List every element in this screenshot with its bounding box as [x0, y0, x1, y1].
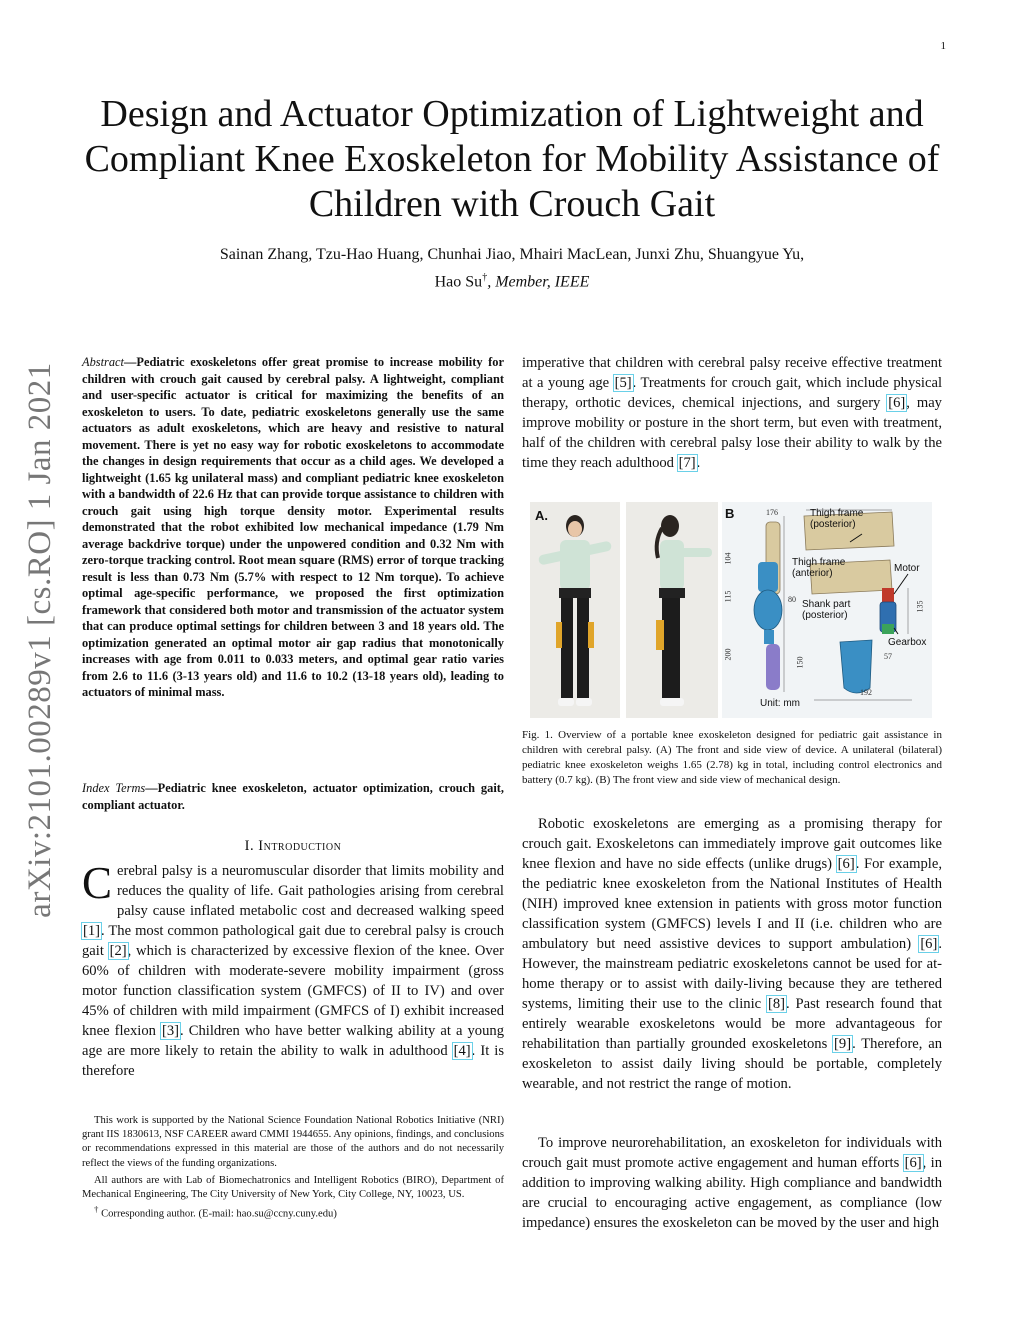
dagger-mark: †	[94, 1204, 99, 1215]
citation-link[interactable]: [6]	[904, 1155, 922, 1171]
index-terms	[82, 780, 504, 813]
paper-title: Design and Actuator Optimization of Lightweight and Compliant Knee Exoskeleton for Mobility Assistance of Children with Crouch Gait	[84, 93, 940, 225]
figure-1	[530, 502, 932, 718]
paragraph	[522, 1133, 942, 1233]
citation-link[interactable]: [6]	[920, 936, 938, 952]
author-name: Hao Su	[434, 273, 483, 291]
figure-caption: Fig. 1. Overview of a portable knee exoskeleton designed for pediatric gait assistance in children with cerebral palsy. (A) The front and side view of device. A unilateral (bilateral) pediatric knee exoskeleton weighs 1.65 (2.78) kg in total, including control electronics and battery (0.7 kg). (B) The front view and side view of mechanical design.	[522, 729, 942, 786]
body-text: To improve neurorehabilitation, an exoskeleton for individuals with crouch gait must promote active engagement and human efforts	[522, 1135, 942, 1171]
dim-80: 80	[788, 595, 796, 604]
author-list	[80, 243, 944, 293]
footnotes	[82, 1114, 504, 1222]
dim-57: 57	[884, 652, 892, 661]
body-text: , may improve mobility or posture in the short term, but even with treatment, half of the children with cerebral palsy lose their ability to walk by the time they reach adulthood	[522, 395, 942, 471]
abstract-text: —Pediatric exoskeletons offer great promise to increase mobility for children with crouch gait caused by cerebral palsy. A lightweight, compliant and user-specific actuator is critical for maximizing the benefits of an exoskeleton to users. To date, pediatric exoskeletons generally use the same actuators as adult exoskeletons, which are heavy and resistive to natural movement. There is yet no easy way for robotic exoskeletons to accommodate the changes in design requirements that occur as a child ages. We developed a lightweight (1.65 kg unilateral mass) and compliant pediatric knee exoskeleton with a bandwidth of 22.6 Hz that can provide torque assistance to children with crouch gait using high torque density motor. Experimental results demonstrated that the robot exhibited low mechanical impedance (1.79 Nm average backdrive torque) under the unpowered condition and 0.32 Nm with zero-torque tracking control. Root mean square (RMS) error of torque tracking result is less than 0.73 Nm (5.7% with respect to 12 Nm torque). To achieve optimal age-specific performance, we proposed the first optimization framework that considered both motor and transmission of the actuator system that can produce optimal settings for children between 3 and 18 years old. The optimization generated an optimal motor air gap radius that monotonically increases with age from 0.011 to 0.033 meters, and optimal gear ratio varies from 2.6 to 11.6 (3-13 years old) and 11.6 to 10.2 (13-18 years old), leading to actuators of minimal mass.	[82, 355, 504, 699]
label-unit: Unit: mm	[760, 698, 800, 709]
label-motor: Motor	[894, 563, 920, 574]
body-text: . For example, the pediatric knee exoskeleton from the National Institutes of Health (NIH) improved knee extension in patients with gross motor function classification system (GMFCS) levels I and II (i.e. children who are ambulatory but need assistive devices to support ambulation)	[522, 856, 942, 952]
label-gearbox: Gearbox	[888, 637, 927, 648]
section-title: Introduction	[258, 838, 342, 854]
body-text: imperative that children with cerebral palsy receive effective treatment at a young age	[522, 355, 942, 391]
author-role: , Member, IEEE	[487, 273, 590, 291]
section-number: I.	[244, 838, 255, 854]
paragraph	[522, 353, 942, 473]
citation-link[interactable]: [6]	[837, 856, 855, 872]
section-heading	[82, 838, 504, 855]
body-text: Robotic exoskeletons are emerging as a promising therapy for crouch gait. Exoskeletons can immediately improve gait outcomes like knee flexion and have no side effects (unlike drugs)	[522, 816, 942, 872]
body-text: . However, the mainstream pediatric exoskeletons cannot be used for at-home therapy or to assist with daily-living because they are tethered systems, limiting their use to the clinic	[522, 936, 942, 1012]
intro-text: . It is therefore	[82, 1043, 505, 1079]
citation-link[interactable]: [9]	[834, 1036, 852, 1052]
dim-104: 104	[723, 552, 733, 565]
citation-link[interactable]: [6]	[888, 395, 906, 411]
citation-link[interactable]: [1]	[83, 923, 101, 939]
panel-b-label: B	[725, 506, 735, 521]
abstract	[82, 354, 504, 701]
author-line-1: Sainan Zhang, Tzu-Hao Huang, Chunhai Jiao, Mhairi MacLean, Junxi Zhu, Shuangyue Yu,	[219, 246, 805, 263]
side-view-photo	[626, 502, 718, 718]
footnote-corresponding	[82, 1202, 504, 1222]
footnote-funding: This work is supported by the National Science Foundation National Robotics Initiative (NRI) grant IIS 1830613, NSF CAREER award CMMI 1944655. Any opinions, findings, and conclusions or recommendations expressed in this material are those of the authors and do not necessarily reflect the views of the funding organizations.	[82, 1115, 504, 1169]
intro-text: , which is characterized by excessive flexion of the knee. Over 60% of children with moderate-severe mobility impairment (gross motor function classification system (GMFCS) of II to IV) and over 45% of children with mild impairment (GMFCS of I) exhibit increased knee flexion	[82, 943, 504, 1039]
front-view-photo	[530, 502, 620, 718]
dim-192: 192	[860, 688, 872, 697]
citation-link[interactable]: [4]	[453, 1043, 471, 1059]
intro-paragraph	[82, 858, 505, 1081]
dim-176: 176	[766, 508, 778, 517]
body-text: . Treatments for crouch gait, which include physical therapy, orthotic devices, chemical injections, and surgery	[522, 375, 943, 411]
arxiv-stamp: arXiv:2101.00289v1 [cs.RO] 1 Jan 2021	[22, 362, 58, 918]
intro-text: . Children who have better walking ability at a young age are more likely to retain the ability to walk in adulthood	[82, 1023, 504, 1059]
body-text: . Past research found that entirely wearable exoskeletons would be more advantageous for rehabilitation than partially grounded exoskeletons	[522, 996, 942, 1052]
intro-text: erebral palsy is a neuromuscular disorder that limits mobility and reduces the quality of life. Gait pathologies arising from cerebral palsy cause inflated metabolic cost and decreased walking speed	[117, 863, 504, 919]
dropcap: C	[82, 858, 113, 908]
label-thigh-anterior: Thigh frame (anterior)	[792, 557, 846, 579]
body-text: , in addition to improving walking ability. High compliance and bandwidth are crucial to encouraging active engagement, as compliance (low impedance) ensures the exoskeleton can be moved by the user and high	[522, 1155, 942, 1231]
dim-115: 115	[723, 590, 733, 603]
abstract-label: Abstract	[82, 355, 124, 369]
panel-a-label: A.	[535, 508, 548, 523]
label-shank-posterior: Shank part (posterior)	[802, 599, 851, 621]
label-thigh-posterior: Thigh frame (posterior)	[810, 508, 864, 530]
dim-150: 150	[795, 656, 805, 669]
citation-link[interactable]: [3]	[162, 1023, 180, 1039]
author-line-2	[80, 266, 944, 293]
index-terms-label: Index Terms	[82, 781, 146, 795]
citation-link[interactable]: [5]	[614, 375, 632, 391]
corresponding-mark: †	[482, 272, 488, 283]
body-text: .	[696, 455, 701, 471]
body-text: . Therefore, an exoskeleton to assist daily living should be portable, completely wearable, and not restrict the range of motion.	[522, 1036, 942, 1092]
intro-text: . The most common pathological gait due to cerebral palsy is crouch gait	[82, 923, 504, 959]
citation-link[interactable]: [7]	[678, 455, 696, 471]
index-terms-text: —Pediatric knee exoskeleton, actuator optimization, crouch gait, compliant actuator.	[82, 781, 504, 812]
page-number: 1	[940, 40, 946, 52]
paragraph	[522, 814, 942, 1094]
footnote-email: Corresponding author. (E-mail: hao.su@ccny.cuny.edu)	[98, 1208, 337, 1220]
dim-135: 135	[915, 600, 925, 613]
citation-link[interactable]: [8]	[767, 996, 785, 1012]
dim-200: 200	[723, 648, 733, 661]
citation-link[interactable]: [2]	[109, 943, 127, 959]
footnote-affiliation: All authors are with Lab of Biomechatronics and Intelligent Robotics (BIRO), Department of Mechanical Engineering, The City University of New York, City College, NY, 10023, US.	[82, 1174, 504, 1201]
